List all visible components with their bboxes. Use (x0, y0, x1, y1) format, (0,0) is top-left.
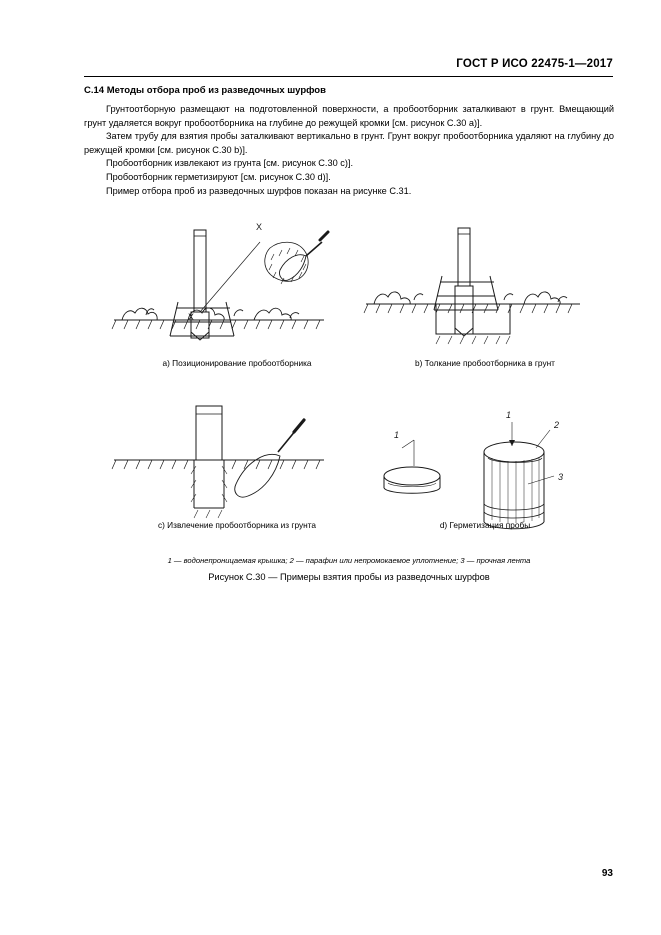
caption-a: a) Позиционирование пробоотборника (162, 358, 312, 368)
figure-c30 (84, 208, 614, 588)
svg-text:X: X (188, 312, 195, 322)
callout-tape: 3 (558, 472, 564, 482)
page-number: 93 (601, 868, 613, 879)
paragraph-5: Пример отбора проб из разведочных шурфов показан на рисунке С.31. (106, 186, 412, 196)
section-title: С.14 Методы отбора проб из разведочных шурфов (84, 85, 326, 96)
caption-c: c) Извлечение пробоотборника из грунта (157, 520, 317, 530)
callout-lid-left: 1 (394, 430, 400, 440)
paragraph-4: Пробоотборник герметизируют [см. рисунок С.30 d)]. (106, 172, 331, 182)
header-rule (84, 76, 613, 77)
figure-illustrations (84, 208, 614, 588)
callout-seal: 2 (554, 420, 560, 430)
panel-d-illustration (384, 422, 554, 529)
paragraph-3: Пробоотборник извлекают из грунта [см. рисунок С.30 с)]. (106, 158, 353, 168)
paragraph-1: Грунтоотборную размещают на подготовленной поверхности, а пробоотборник заталкивают в грунт. Вмещающий грунт удаляется вокруг пробоотборника на глубине до режущей кромки [см. рисунок С.30 а)]. (84, 104, 614, 128)
paragraph-2: Затем трубу для взятия пробы заталкивают вертикально в грунт. Грунт вокруг пробоотборника удаляют на глубину до режущей кромки [см. рисунок С.30 b)]. (84, 131, 614, 155)
figure-legend: 1 — водонепроницаемая крышка; 2 — парафин или непромокаемое уплотнение; 3 — прочная лента (167, 556, 531, 565)
standard-header: ГОСТ Р ИСО 22475-1—2017 (456, 58, 613, 70)
caption-b: b) Толкание пробоотборника в грунт (415, 358, 555, 368)
callout-lid-top: 1 (506, 410, 512, 420)
marker-x-label: X (256, 222, 263, 232)
caption-d: d) Герметизация пробы (439, 520, 531, 530)
panel-b-illustration (364, 228, 580, 344)
panel-a-illustration (112, 222, 328, 340)
panel-c-illustration (112, 406, 324, 518)
figure-title: Рисунок С.30 — Примеры взятия пробы из разведочных шурфов (208, 572, 490, 582)
